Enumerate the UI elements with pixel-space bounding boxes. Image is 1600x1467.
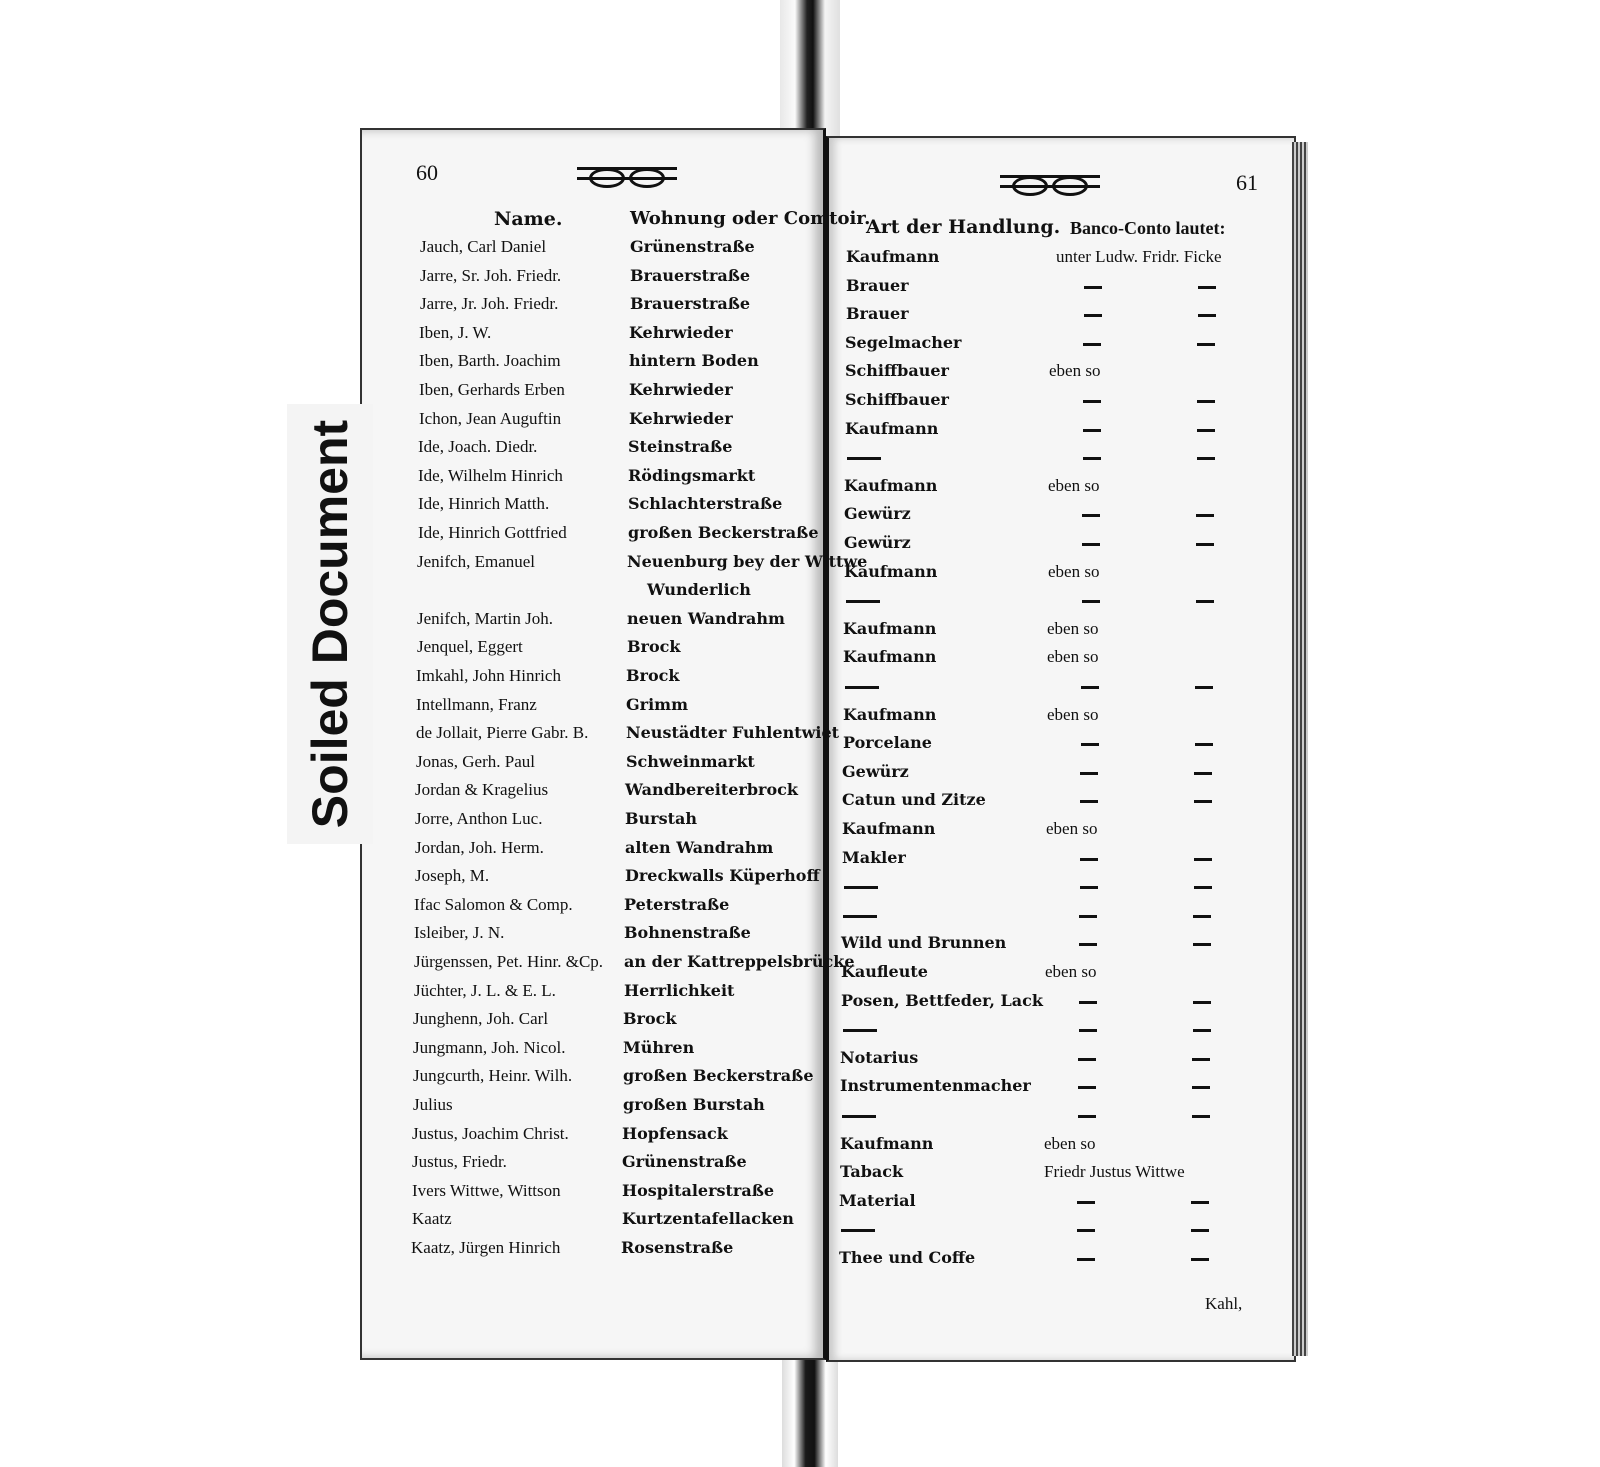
entry-address: Bohnenstraße — [624, 923, 751, 943]
entry-conto: unter Ludw. Fridr. Ficke — [1056, 247, 1222, 266]
entry-trade: Kaufleute — [841, 962, 928, 981]
entry-address: Dreckwalls Küperhoff — [625, 866, 820, 886]
ditto-dash-conto-2 — [1194, 772, 1212, 775]
entry-address: Mühren — [623, 1037, 695, 1057]
ditto-dash-trade — [841, 1229, 875, 1232]
entry-name: Jordan & Kragelius — [415, 780, 549, 800]
ditto-dash-conto-2 — [1191, 1229, 1209, 1232]
entry-trade: Taback — [840, 1162, 904, 1182]
ditto-dash-conto-2 — [1193, 1001, 1211, 1004]
entry-address: Peterstraße — [624, 894, 730, 914]
entry-address: Neustädter Fuhlentwiet — [626, 723, 840, 743]
ditto-dash-conto-1 — [1079, 1001, 1097, 1004]
entry-name: Jenifch, Martin Joh. — [417, 608, 553, 628]
entry-name: Justus, Joachim Christ. — [412, 1123, 569, 1143]
entry-name: Jürgenssen, Pet. Hinr. &Cp. — [414, 952, 604, 971]
entry-address: Wunderlich — [647, 580, 751, 600]
ditto-dash-conto-1 — [1081, 743, 1099, 746]
ditto-dash-conto-1 — [1080, 772, 1098, 775]
entry-address: Kehrwieder — [629, 408, 733, 428]
entry-trade: Brauer — [846, 304, 909, 324]
ditto-dash-conto-1 — [1080, 886, 1098, 889]
entry-name: Ivers Wittwe, Wittson — [412, 1180, 561, 1200]
entry-address: Schlachterstraße — [628, 494, 783, 514]
entry-name: Jenquel, Eggert — [417, 637, 523, 657]
entry-trade: Catun und Zitze — [842, 790, 986, 810]
ditto-dash-trade — [846, 600, 880, 603]
entry-trade: Brauer — [846, 275, 909, 295]
entry-trade: Porcelane — [843, 733, 932, 753]
entry-conto: eben so — [1048, 475, 1100, 495]
entry-trade: Gewürz — [842, 761, 909, 781]
ditto-dash-conto-2 — [1194, 800, 1212, 803]
entry-address: Herrlichkeit — [624, 980, 735, 1000]
ditto-dash-conto-2 — [1195, 686, 1213, 689]
ditto-dash-conto-1 — [1077, 1258, 1095, 1261]
entry-address: Schweinmarkt — [626, 751, 755, 771]
ditto-dash-trade — [845, 686, 879, 689]
ditto-dash-conto-1 — [1078, 1086, 1096, 1089]
entry-trade: Kaufmann — [844, 561, 938, 581]
page-number-right: 61 — [1236, 170, 1258, 195]
ditto-dash-conto-1 — [1077, 1229, 1095, 1232]
entry-name: Iben, Barth. Joachim — [419, 351, 561, 371]
entry-address: Kurtzentafellacken — [622, 1209, 794, 1229]
entry-name: Julius — [413, 1095, 453, 1114]
entry-name: Jarre, Sr. Joh. Friedr. — [420, 265, 562, 285]
entry-conto: eben so — [1044, 1133, 1096, 1153]
entry-address: Neuenburg bey der Wittwe — [627, 551, 868, 571]
ditto-dash-conto-2 — [1196, 543, 1214, 546]
entry-name: Kaatz, Jürgen Hinrich — [411, 1238, 561, 1257]
entry-trade: Makler — [842, 847, 906, 867]
entry-name: Jorre, Anthon Luc. — [415, 809, 543, 828]
ditto-dash-conto-2 — [1197, 457, 1215, 460]
entry-name: Imkahl, John Hinrich — [416, 666, 561, 685]
header-name: Name. — [494, 208, 563, 230]
entry-conto: Friedr Justus Wittwe — [1044, 1162, 1185, 1182]
entry-conto: eben so — [1049, 361, 1101, 381]
ditto-dash-conto-2 — [1193, 915, 1211, 918]
entry-name: Jungmann, Joh. Nicol. — [413, 1037, 566, 1057]
entry-trade: Kaufmann — [842, 819, 936, 838]
entry-name: Ichon, Jean Auguftin — [419, 408, 562, 428]
entry-trade: Kaufmann — [846, 247, 940, 266]
ditto-dash-conto-1 — [1084, 314, 1102, 317]
ditto-dash-conto-2 — [1197, 429, 1215, 432]
entry-address: Steinstraße — [628, 437, 733, 457]
ditto-dash-conto-2 — [1195, 743, 1213, 746]
ditto-dash-conto-2 — [1193, 1029, 1211, 1032]
ditto-dash-conto-2 — [1196, 514, 1214, 517]
entry-name: Jenifch, Emanuel — [417, 551, 536, 571]
ditto-dash-conto-1 — [1079, 915, 1097, 918]
ditto-dash-conto-1 — [1077, 1201, 1095, 1204]
entry-trade: Wild und Brunnen — [841, 933, 1007, 953]
entry-conto: eben so — [1047, 704, 1099, 724]
entry-name: Ide, Joach. Diedr. — [418, 437, 538, 457]
entry-address: Kehrwieder — [629, 322, 733, 342]
entry-address: Brauerstraße — [630, 294, 751, 314]
entry-trade: Kaufmann — [845, 418, 939, 438]
entry-conto: eben so — [1046, 819, 1098, 838]
ditto-dash-trade — [847, 457, 881, 460]
entry-trade: Notarius — [840, 1047, 919, 1067]
ditto-dash-conto-1 — [1079, 1029, 1097, 1032]
ditto-dash-conto-1 — [1084, 286, 1102, 289]
entry-name: de Jollait, Pierre Gabr. B. — [416, 723, 589, 743]
entry-conto: eben so — [1047, 647, 1099, 667]
entry-name: Iben, Gerhards Erben — [419, 380, 565, 399]
entry-trade: Material — [839, 1190, 916, 1210]
ditto-dash-conto-2 — [1194, 858, 1212, 861]
ditto-dash-conto-2 — [1194, 886, 1212, 889]
ditto-dash-conto-1 — [1080, 800, 1098, 803]
book-spine-top — [780, 0, 840, 140]
entry-address: Grünenstraße — [630, 237, 755, 256]
entry-address: großen Burstah — [623, 1095, 765, 1114]
entry-trade: Kaufmann — [844, 475, 938, 495]
entry-address: Kehrwieder — [629, 380, 733, 399]
ditto-dash-trade — [842, 1115, 876, 1118]
ditto-dash-conto-2 — [1198, 314, 1216, 317]
entry-trade: Kaufmann — [843, 647, 937, 667]
entry-trade: Posen, Bettfeder, Lack — [841, 990, 1043, 1010]
entry-name: Ide, Wilhelm Hinrich — [418, 465, 563, 485]
entry-trade: Segelmacher — [845, 332, 962, 352]
entry-address: Hospitalerstraße — [622, 1180, 775, 1200]
ditto-dash-conto-1 — [1079, 943, 1097, 946]
ditto-dash-conto-2 — [1192, 1058, 1210, 1061]
entry-trade: Gewürz — [844, 504, 911, 524]
ditto-dash-conto-2 — [1196, 600, 1214, 603]
ditto-dash-trade — [843, 1029, 877, 1032]
ornament-right — [1000, 172, 1100, 194]
ditto-dash-conto-2 — [1191, 1258, 1209, 1261]
entry-trade: Kaufmann — [843, 618, 937, 638]
entry-name: Ide, Hinrich Matth. — [418, 494, 550, 514]
entry-address: Grünenstraße — [622, 1152, 747, 1172]
ditto-dash-trade — [844, 886, 878, 889]
entry-name: Kaatz — [412, 1209, 452, 1229]
entry-name: Justus, Friedr. — [412, 1152, 507, 1172]
ditto-dash-conto-1 — [1082, 514, 1100, 517]
soiled-document-text: Soiled Document — [302, 419, 358, 829]
entry-name: Jüchter, J. L. & E. L. — [414, 980, 556, 1000]
entry-address: Rosenstraße — [621, 1238, 734, 1257]
entry-name: Intellmann, Franz — [416, 694, 537, 714]
ditto-dash-conto-2 — [1192, 1115, 1210, 1118]
entry-name: Junghenn, Joh. Carl — [413, 1009, 549, 1029]
ditto-dash-trade — [843, 915, 877, 918]
entry-address: Brock — [626, 666, 680, 685]
entry-trade: Gewürz — [844, 533, 911, 552]
entry-conto: eben so — [1047, 618, 1099, 638]
ditto-dash-conto-1 — [1081, 686, 1099, 689]
ditto-dash-conto-1 — [1083, 457, 1101, 460]
entry-address: Wandbereiterbrock — [625, 780, 798, 800]
ditto-dash-conto-2 — [1197, 400, 1215, 403]
entry-trade: Thee und Coffe — [839, 1248, 976, 1267]
ditto-dash-conto-1 — [1083, 429, 1101, 432]
ditto-dash-conto-2 — [1197, 343, 1215, 346]
entry-trade: Schiffbauer — [845, 390, 949, 409]
entry-name: Ifac Salomon & Comp. — [414, 894, 573, 914]
ditto-dash-conto-1 — [1078, 1115, 1096, 1118]
entry-address: Hopfensack — [622, 1123, 728, 1143]
ditto-dash-conto-2 — [1191, 1201, 1209, 1204]
entry-trade: Kaufmann — [843, 704, 937, 724]
entry-address: an der Kattreppelsbrücke — [624, 952, 855, 971]
header-conto: Banco-Conto lautet: — [1070, 218, 1226, 238]
entry-address: hintern Boden — [629, 351, 759, 371]
header-trade: Art der Handlung. — [866, 216, 1061, 238]
entry-address: neuen Wandrahm — [627, 608, 785, 628]
ditto-dash-conto-2 — [1192, 1086, 1210, 1089]
entry-name: Jungcurth, Heinr. Wilh. — [413, 1066, 573, 1086]
entry-trade: Kaufmann — [840, 1133, 934, 1153]
entry-address: Grimm — [626, 694, 689, 714]
entry-name: Joseph, M. — [415, 866, 490, 886]
entry-trade: Instrumentenmacher — [840, 1076, 1031, 1096]
entry-name: Jonas, Gerh. Paul — [416, 751, 535, 771]
ornament-left — [577, 164, 677, 186]
entry-name: Jarre, Jr. Joh. Friedr. — [420, 294, 559, 314]
ditto-dash-conto-1 — [1083, 400, 1101, 403]
entry-conto: eben so — [1048, 561, 1100, 581]
ditto-dash-conto-1 — [1080, 858, 1098, 861]
ditto-dash-conto-2 — [1193, 943, 1211, 946]
ditto-dash-conto-1 — [1082, 600, 1100, 603]
entry-name: Jordan, Joh. Herm. — [415, 837, 544, 857]
entry-address: Burstah — [625, 809, 697, 828]
entry-address: Brock — [623, 1009, 677, 1029]
entry-address: großen Beckerstraße — [623, 1066, 814, 1086]
entry-address: großen Beckerstraße — [628, 523, 819, 542]
entry-conto: eben so — [1045, 962, 1097, 981]
ditto-dash-conto-1 — [1078, 1058, 1096, 1061]
ditto-dash-conto-2 — [1198, 286, 1216, 289]
entry-name: Ide, Hinrich Gottfried — [418, 523, 567, 542]
ditto-dash-conto-1 — [1083, 343, 1101, 346]
header-address: Wohnung oder Comtoir. — [630, 208, 871, 229]
entry-address: Brauerstraße — [630, 265, 751, 285]
entry-name: Iben, J. W. — [419, 322, 492, 342]
catchword: Kahl, — [1205, 1294, 1243, 1313]
book-spine-bottom — [782, 1355, 838, 1467]
ditto-dash-conto-1 — [1082, 543, 1100, 546]
entry-name: Jauch, Carl Daniel — [420, 237, 547, 256]
entry-address: alten Wandrahm — [625, 837, 774, 857]
entry-trade: Schiffbauer — [845, 361, 949, 381]
page-edges — [1292, 142, 1308, 1356]
page-number-left: 60 — [416, 160, 438, 185]
entry-address: Brock — [627, 637, 681, 657]
entry-name: Isleiber, J. N. — [414, 923, 505, 943]
entry-address: Rödingsmarkt — [628, 465, 756, 485]
